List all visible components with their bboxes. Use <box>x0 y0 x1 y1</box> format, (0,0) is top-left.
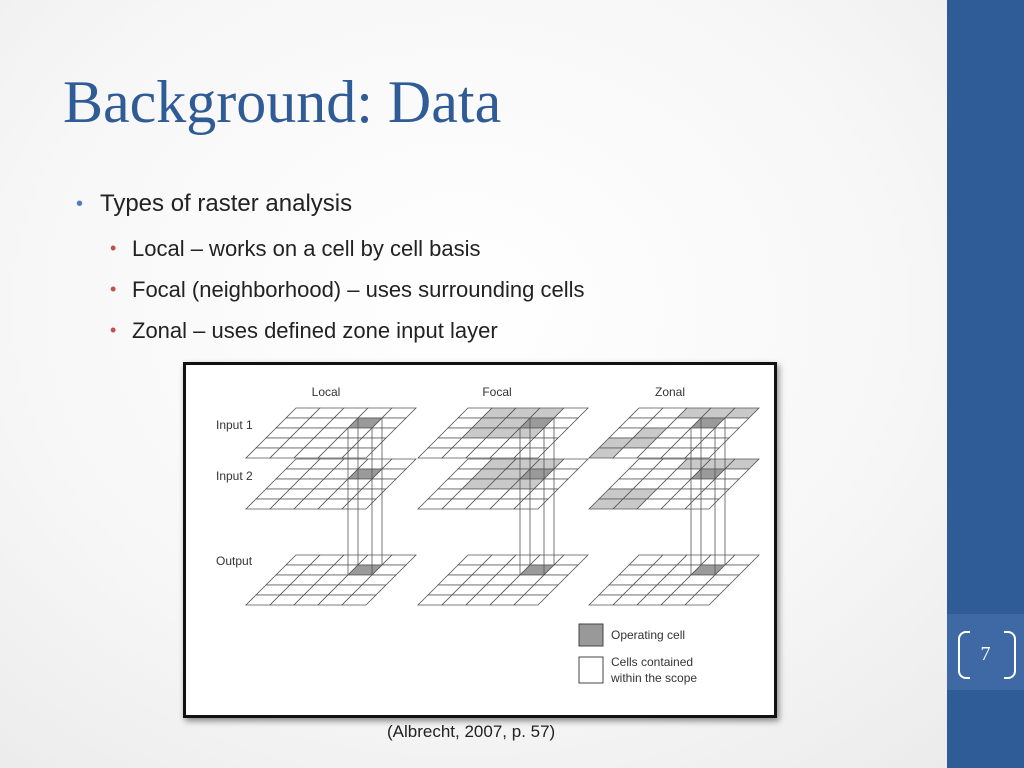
bullet-list <box>76 188 584 351</box>
bullet-text: Types of raster analysis <box>100 190 353 217</box>
sub-bullet-local: • Local – works on a cell by cell basis <box>110 228 584 269</box>
slide-number: 7 <box>980 643 991 665</box>
raster-analysis-diagram <box>186 365 774 715</box>
figure-caption: (Albrecht, 2007, p. 57) <box>387 722 556 741</box>
legend-operating-label: Operating cell <box>611 628 686 642</box>
raster-grids <box>246 408 759 605</box>
row-label-input-2: Input 2 <box>216 469 253 483</box>
raster-analysis-figure <box>183 362 777 718</box>
slide-title: Background: Data <box>63 69 502 135</box>
legend-scope-label-1: Cells contained <box>611 655 694 669</box>
legend-scope-swatch <box>579 657 603 683</box>
bullet-item <box>76 188 584 351</box>
column-label-zonal: Zonal <box>654 385 686 399</box>
sub-bullet-focal: • Focal (neighborhood) – uses surrounding cells <box>110 269 584 310</box>
sub-bullet-list <box>110 228 584 351</box>
legend-scope-label-2: within the scope <box>611 671 698 685</box>
column-label-focal: Focal <box>482 385 512 399</box>
sub-bullet-zonal: • Zonal – uses defined zone input layer <box>110 310 584 351</box>
row-label-input-1: Input 1 <box>216 418 253 432</box>
column-label-local: Local <box>311 385 341 399</box>
row-label-output: Output <box>216 554 253 568</box>
legend-operating-swatch <box>579 624 603 646</box>
